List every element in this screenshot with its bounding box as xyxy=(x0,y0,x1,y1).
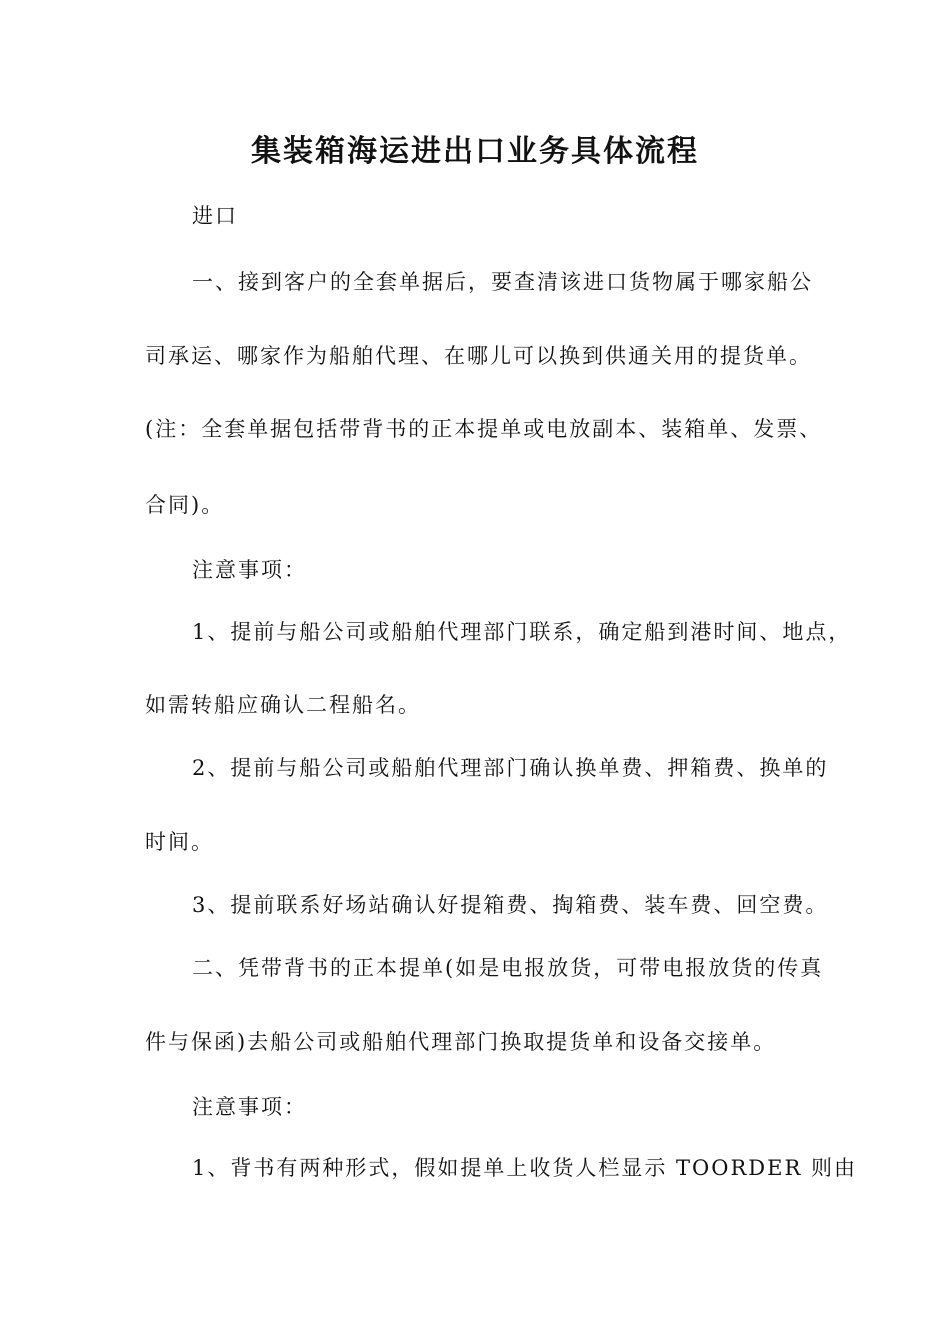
document-title: 集装箱海运进出口业务具体流程 xyxy=(251,134,699,169)
paragraph-line: 一、接到客户的全套单据后，要查清该进口货物属于哪家船公 xyxy=(192,270,813,294)
paragraph-line: 1、背书有两种形式，假如提单上收货人栏显示 TOORDER 则由 xyxy=(192,1156,857,1180)
notes-heading: 注意事项： xyxy=(192,558,307,582)
section-heading-import: 进口 xyxy=(192,204,238,228)
notes-heading: 注意事项： xyxy=(192,1095,307,1119)
paragraph-line: (注：全套单据包括带背书的正本提单或电放副本、装箱单、发票、 xyxy=(145,417,823,441)
paragraph-line: 3、提前联系好场站确认好提箱费、掏箱费、装车费、回空费。 xyxy=(192,893,829,917)
paragraph-line: 2、提前与船公司或船舶代理部门确认换单费、押箱费、换单的 xyxy=(192,756,829,780)
paragraph-line: 合同)。 xyxy=(145,493,225,517)
paragraph-line: 二、凭带背书的正本提单(如是电报放货，可带电报放货的传真 xyxy=(192,956,824,980)
paragraph-line: 1、提前与船公司或船舶代理部门联系，确定船到港时间、地点， xyxy=(192,620,852,644)
paragraph-line: 时间。 xyxy=(145,830,214,854)
paragraph-line: 如需转船应确认二程船名。 xyxy=(145,693,421,717)
paragraph-line: 司承运、哪家作为船舶代理、在哪儿可以换到供通关用的提货单。 xyxy=(145,344,812,368)
paragraph-line: 件与保函)去船公司或船舶代理部门换取提货单和设备交接单。 xyxy=(145,1030,777,1054)
